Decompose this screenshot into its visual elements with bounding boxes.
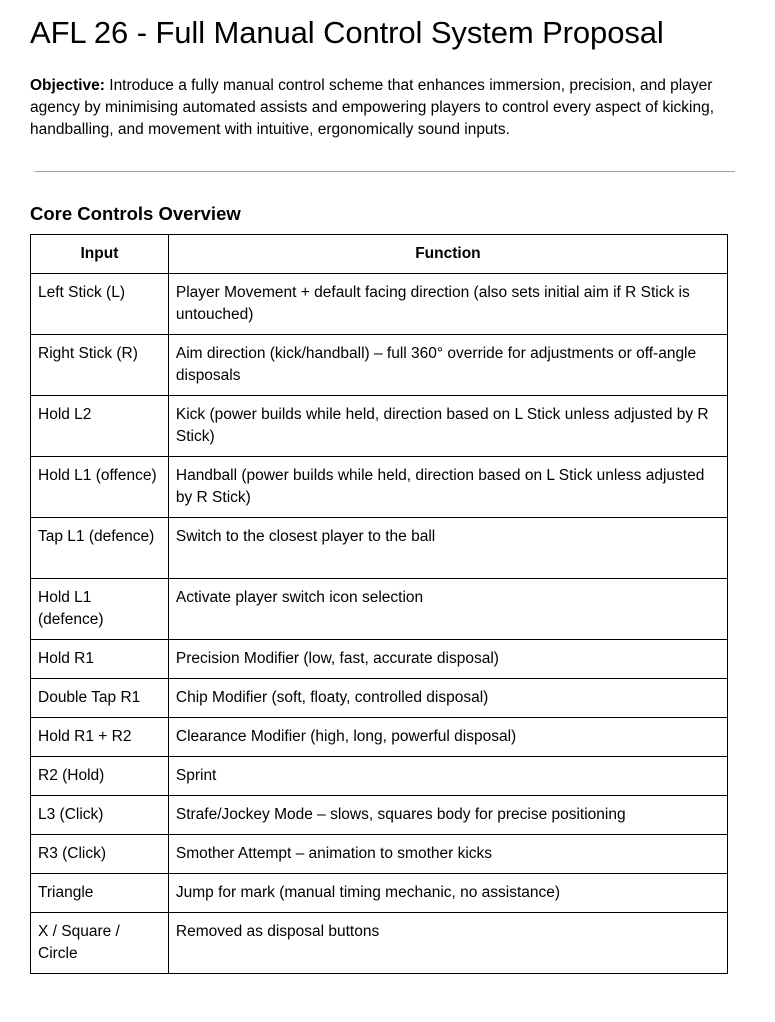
function-cell: Smother Attempt – animation to smother kicks [168,835,727,874]
function-cell: Sprint [168,757,727,796]
input-cell: R2 (Hold) [31,757,169,796]
table-row [31,718,728,757]
table-row [31,796,728,835]
input-cell: L3 (Click) [31,796,169,835]
function-cell: Jump for mark (manual timing mechanic, no assistance) [168,874,727,913]
input-cell: Tap L1 (defence) [31,518,169,579]
function-cell: Strafe/Jockey Mode – slows, squares body for precise positioning [168,796,727,835]
function-cell: Player Movement + default facing direction (also sets initial aim if R Stick is untouched) [168,274,727,335]
header-function: Function [168,235,727,274]
table-row [31,335,728,396]
objective-label: Objective: [30,77,105,94]
objective-text: Introduce a fully manual control scheme that enhances immersion, precision, and player agency by minimising automated assists and empowering players to control every aspect of kicking, handballing, and movement with intuitive, ergonomically sound inputs. [30,77,715,138]
function-cell: Switch to the closest player to the ball [168,518,727,579]
function-cell: Aim direction (kick/handball) – full 360° override for adjustments or off-angle disposals [168,335,727,396]
header-input: Input [31,235,169,274]
input-cell: Triangle [31,874,169,913]
function-cell: Chip Modifier (soft, floaty, controlled disposal) [168,679,727,718]
input-cell: Left Stick (L) [31,274,169,335]
input-cell: Hold R1 + R2 [31,718,169,757]
table-row [31,913,728,974]
input-cell: Double Tap R1 [31,679,169,718]
table-row [31,874,728,913]
controls-table [30,234,728,974]
table-row [31,274,728,335]
input-cell: Hold L1 (offence) [31,457,169,518]
table-header-row [31,235,728,274]
table-row [31,757,728,796]
horizontal-divider [35,171,735,172]
table-row [31,518,728,579]
document-title: AFL 26 - Full Manual Control System Proposal [30,15,664,50]
table-row [31,640,728,679]
function-cell: Removed as disposal buttons [168,913,727,974]
input-cell: Right Stick (R) [31,335,169,396]
input-cell: R3 (Click) [31,835,169,874]
function-cell: Kick (power builds while held, direction based on L Stick unless adjusted by R Stick) [168,396,727,457]
input-cell: Hold L2 [31,396,169,457]
input-cell: Hold L1 (defence) [31,579,169,640]
objective-paragraph [30,75,742,141]
input-cell: Hold R1 [31,640,169,679]
function-cell: Precision Modifier (low, fast, accurate disposal) [168,640,727,679]
function-cell: Clearance Modifier (high, long, powerful disposal) [168,718,727,757]
function-cell: Handball (power builds while held, direction based on L Stick unless adjusted by R Stick) [168,457,727,518]
table-row [31,457,728,518]
section-title: Core Controls Overview [30,203,241,224]
table-row [31,835,728,874]
input-cell: X / Square / Circle [31,913,169,974]
function-cell: Activate player switch icon selection [168,579,727,640]
table-row [31,679,728,718]
table-row [31,579,728,640]
table-row [31,396,728,457]
